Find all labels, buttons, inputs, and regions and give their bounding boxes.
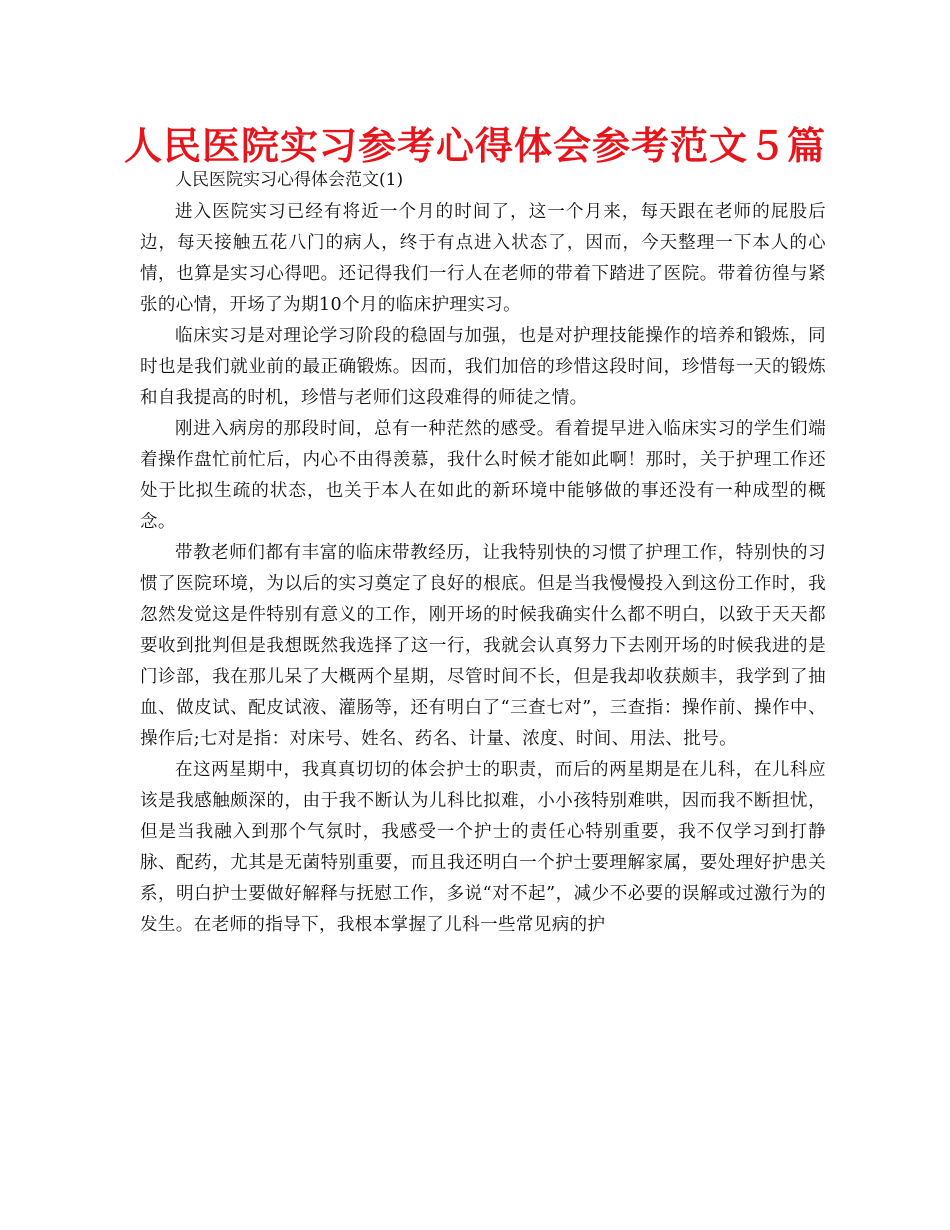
paragraph: 在这两星期中，我真真切切的体会护士的职责，而后的两星期是在儿科，在儿科应该是我感触颇深的，由于我不断认为儿科比拟难，小小孩特别难哄，因而我不断担忧，但是当我融入到那个气氛时，我感受一个护士的责任心特别重要，我不仅学习到打静脉、配药，尤其是无菌特别重要，而且我还明白一个护士要理解家属，要处理好护患关系，明白护士要做好解释与抚慰工作，多说“对不起”，减少不必要的误解或过激行为的发生。在老师的指导下，我根本掌握了儿科一些常见病的护 <box>140 760 826 935</box>
document-subtitle: 人民医院实习心得体会范文(1) <box>175 170 404 190</box>
document-body <box>140 197 826 941</box>
document-title: 人民医院实习参考心得体会参考范文５篇 <box>123 124 826 168</box>
paragraph: 进入医院实习已经有将近一个月的时间了，这一个月来，每天跟在老师的屁股后边，每天接触五花八门的病人，终于有点进入状态了，因而，今天整理一下本人的心情，也算是实习心得吧。还记得我们一行人在老师的带着下踏进了医院。带着彷徨与紧张的心情，开场了为期10个月的临床护理实习。 <box>140 202 826 315</box>
paragraph: 临床实习是对理论学习阶段的稳固与加强，也是对护理技能操作的培养和锻炼，同时也是我们就业前的最正确锻炼。因而，我们加倍的珍惜这段时间，珍惜每一天的锻炼和自我提高的时机，珍惜与老师们这段难得的师徒之情。 <box>140 326 826 408</box>
paragraph: 带教老师们都有丰富的临床带教经历，让我特别快的习惯了护理工作，特别快的习惯了医院环境，为以后的实习奠定了良好的根底。但是当我慢慢投入到这份工作时，我忽然发觉这是件特别有意义的工作，刚开场的时候我确实什么都不明白，以致于天天都要收到批判但是我想既然我选择了这一行，我就会认真努力下去刚开场的时候我进的是门诊部，我在那儿呆了大概两个星期，尽管时间不长，但是我却收获颇丰，我学到了抽血、做皮试、配皮试液、灌肠等，还有明白了“三查七对”，三查指：操作前、操作中、操作后;七对是指：对床号、姓名、药名、计量、浓度、时间、用法、批号。 <box>140 543 826 749</box>
paragraph: 刚进入病房的那段时间，总有一种茫然的感受。看着提早进入临床实习的学生们端着操作盘忙前忙后，内心不由得羡慕，我什么时候才能如此啊！那时，关于护理工作还处于比拟生疏的状态，也关于本人在如此的新环境中能够做的事还没有一种成型的概念。 <box>140 419 826 532</box>
